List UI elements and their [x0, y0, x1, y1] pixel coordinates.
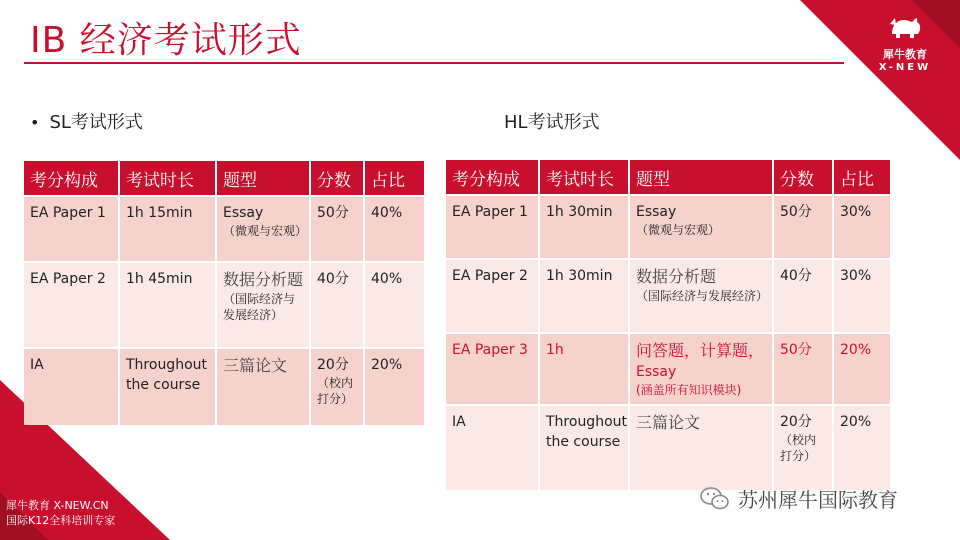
logo-cn-text: 犀牛教育	[883, 48, 927, 61]
cell-score: 40分	[774, 260, 832, 332]
slide-title: IB 经济考试形式	[30, 20, 302, 61]
cell-component: EA Paper 1	[24, 197, 118, 261]
header-component: 考分构成	[446, 160, 538, 194]
cell-score	[311, 349, 363, 425]
footer-line-2: 国际K12全科培训专家	[6, 514, 116, 527]
cell-type	[217, 349, 309, 425]
cell-percentage: 20%	[834, 406, 890, 490]
cell-component: EA Paper 3	[446, 334, 538, 404]
footer-brand	[6, 498, 115, 528]
cell-type	[630, 196, 772, 258]
hl-exam-table	[444, 158, 892, 492]
cell-type	[630, 334, 772, 404]
type-main: Essay	[223, 205, 264, 221]
score-main: 20分	[780, 414, 812, 430]
cell-type	[217, 197, 309, 261]
header-component: 考分构成	[24, 161, 118, 195]
cell-component: IA	[446, 406, 538, 490]
table-header-row	[446, 160, 890, 194]
type-sub: (涵盖所有知识模块)	[636, 383, 742, 397]
wechat-icon	[700, 486, 730, 512]
cell-percentage: 40%	[365, 197, 424, 261]
watermark-text: 苏州犀牛国际教育	[738, 488, 898, 512]
type-main: Essay	[636, 204, 677, 220]
type-sub: （国际经济与发展经济）	[223, 292, 296, 322]
type-main: 数据分析题	[223, 270, 304, 289]
cell-score: 50分	[311, 197, 363, 261]
table-row	[446, 334, 890, 404]
brand-logo	[860, 14, 950, 73]
cell-type	[630, 406, 772, 490]
cell-type	[630, 260, 772, 332]
header-duration: 考试时长	[540, 160, 628, 194]
wechat-watermark	[700, 484, 898, 513]
score-sub: （校内打分）	[317, 376, 354, 406]
table-row	[24, 197, 424, 261]
cell-score	[774, 406, 832, 490]
footer-line-1: 犀牛教育 X-NEW.CN	[6, 499, 109, 512]
cell-component: EA Paper 1	[446, 196, 538, 258]
score-main: 20分	[317, 357, 349, 373]
cell-duration: 1h 15min	[120, 197, 215, 261]
sl-heading	[30, 108, 143, 134]
cell-score: 50分	[774, 196, 832, 258]
cell-duration: 1h	[540, 334, 628, 404]
cell-score: 50分	[774, 334, 832, 404]
cell-percentage: 20%	[365, 349, 424, 425]
cell-percentage: 30%	[834, 260, 890, 332]
table-row	[24, 263, 424, 347]
type-sub: （微观与宏观）	[223, 224, 308, 238]
hl-heading: HL考试形式	[504, 112, 600, 133]
type-main-2: Essay	[636, 364, 677, 380]
cell-duration: 1h 30min	[540, 196, 628, 258]
type-main: 三篇论文	[223, 356, 288, 375]
cell-percentage: 30%	[834, 196, 890, 258]
type-main: 数据分析题	[636, 267, 717, 286]
title-underline	[24, 62, 844, 64]
bullet-icon: •	[30, 113, 40, 132]
cell-component: EA Paper 2	[446, 260, 538, 332]
cell-duration: 1h 45min	[120, 263, 215, 347]
table-header-row	[24, 161, 424, 195]
table-row	[24, 349, 424, 425]
cell-score: 40分	[311, 263, 363, 347]
logo-en-text: X-NEW	[878, 62, 932, 73]
cell-duration: Throughout the course	[540, 406, 628, 490]
header-score: 分数	[774, 160, 832, 194]
header-percentage: 占比	[365, 161, 424, 195]
header-score: 分数	[311, 161, 363, 195]
table-row	[446, 260, 890, 332]
type-main: 三篇论文	[636, 413, 701, 432]
score-sub: （校内打分）	[780, 433, 817, 463]
cell-type	[217, 263, 309, 347]
sl-exam-table	[22, 159, 426, 427]
header-percentage: 占比	[834, 160, 890, 194]
cell-duration: Throughout the course	[120, 349, 215, 425]
type-sub: （国际经济与发展经济）	[636, 289, 769, 303]
cell-component: IA	[24, 349, 118, 425]
header-type: 题型	[630, 160, 772, 194]
header-type: 题型	[217, 161, 309, 195]
cell-duration: 1h 30min	[540, 260, 628, 332]
table-row	[446, 406, 890, 490]
table-row	[446, 196, 890, 258]
sl-heading-text: SL考试形式	[49, 112, 143, 133]
cell-percentage: 40%	[365, 263, 424, 347]
type-sub: （微观与宏观）	[636, 223, 721, 237]
rhino-logo-icon	[888, 14, 922, 40]
cell-component: EA Paper 2	[24, 263, 118, 347]
cell-percentage: 20%	[834, 334, 890, 404]
type-main: 问答题，计算题，	[636, 341, 765, 360]
header-duration: 考试时长	[120, 161, 215, 195]
